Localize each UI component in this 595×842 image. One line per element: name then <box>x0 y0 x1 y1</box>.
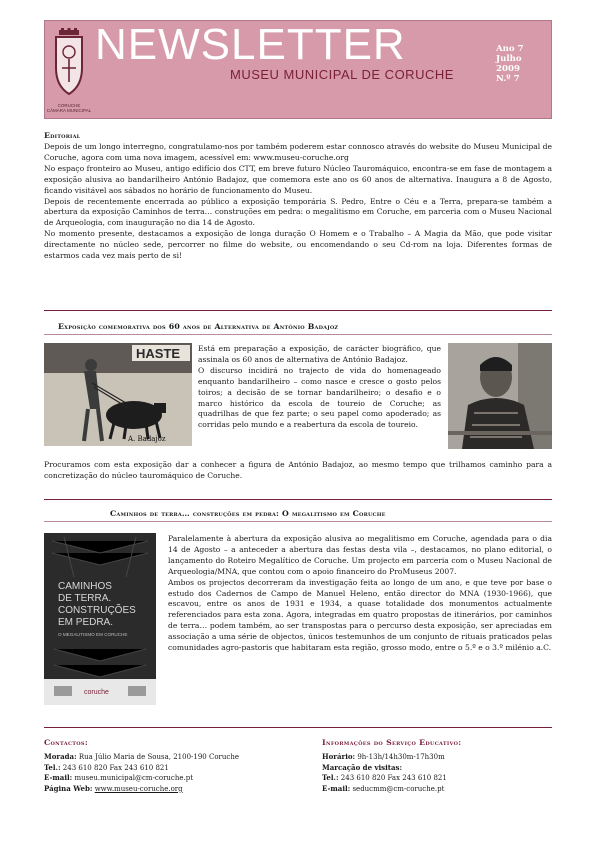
editorial-paragraph: Depois de um longo interregno, congratulamo-nos por também poderem estar connosco através do website do Museu Municipal de Coruche, agora com uma nova imagem, acessível em: www.museu-coruche.org <box>44 142 552 162</box>
edu-booking: Marcação de visitas: <box>322 762 403 772</box>
cover-logo: coruche <box>84 689 109 696</box>
website-link[interactable]: www.museu-coruche.org <box>94 784 183 793</box>
editorial-paragraph: No espaço fronteiro ao Museu, antigo edifício dos CTT, em breve futuro Núcleo Tauromáquico, encontra-se em fase de montagem a exposição alusiva ao bandarilheiro António Badajoz, que comemora este ano os 60 anos de alternativa. Inaugura a 8 de Agosto, ficando visitável aos sábados no horário de funcionamento do Museu. <box>44 163 552 195</box>
bullring-sign: HASTE <box>136 346 181 361</box>
portrait-image-icon <box>448 343 552 449</box>
seal-caption: CORUCHE CÂMARA MUNICIPAL <box>46 103 92 113</box>
roteiro-cover <box>44 533 156 705</box>
article1-paragraph: Está em preparação a exposição, de carácter biográfico, que assinala os 60 anos de alternativa de António Badajoz. <box>198 344 441 364</box>
section-divider <box>44 499 552 500</box>
section-divider <box>44 334 552 335</box>
issue-date-year: 2009 <box>496 64 520 74</box>
editorial-heading: Editorial <box>44 131 81 140</box>
contact-email: E-mail: museu.municipal@cm-coruche.pt <box>44 773 194 783</box>
edu-hours: Horário: 9h-13h/14h30m-17h30m <box>322 752 445 761</box>
issue-info <box>496 44 542 84</box>
svg-text:EM PEDRA.: EM PEDRA. <box>58 617 114 628</box>
article1-body-bottom <box>44 460 552 482</box>
issue-year: Ano 7 <box>496 44 524 54</box>
municipal-seal-icon <box>52 28 86 102</box>
portrait-photo <box>448 343 552 449</box>
bullfight-photo <box>44 343 192 446</box>
contact-address: Morada: Rua Júlio Maria de Sousa, 2100-190 Coruche <box>44 752 239 761</box>
article1-heading: Exposição comemorativa dos 60 anos de Alternativa de António Badajoz <box>58 322 339 331</box>
svg-text:CAMINHOS: CAMINHOS <box>58 581 112 592</box>
article2-paragraph: Ambos os projectos decorreram da investigação feita ao longo de um ano, e que teve por base o estudo dos Cadernos de Campo de Manuel Heleno, então director do MNA (1930-1966), que escavou, entre os anos de 1931 e 1934, a quase totalidade dos monumentos actualmente referenciados para esta zona. Agora, integradas em quatro propostas de itinerários, por caminhos de terra… podem também, ao ser transpostas para o percurso desta exposição, ser apreciadas em associação a uma série de objectos, únicos testemunhos de um conjunto de rituais praticados pelas comunidades agro-pastoris que habitaram esta região, grosso modo, entre o 5.º e o 3.º milénio a.C. <box>168 577 552 653</box>
issue-number: N.º 7 <box>496 74 520 84</box>
bullfight-image-icon <box>44 343 192 446</box>
svg-text:O MEGALITISMO EM CORUCHE: O MEGALITISMO EM CORUCHE <box>58 632 128 637</box>
svg-text:DE TERRA.: DE TERRA. <box>58 593 112 604</box>
museum-name: MUSEU MUNICIPAL DE CORUCHE <box>230 67 454 82</box>
article1-paragraph: Procuramos com esta exposição dar a conhecer a figura de António Badajoz, ao mesmo tempo que trilhamos caminho para a concretização do núcleo tauromáquico de Coruche. <box>44 460 552 480</box>
newsletter-title: NEWSLETTER <box>95 20 406 69</box>
section-divider <box>44 310 552 311</box>
contacts-list <box>44 752 239 794</box>
article2-body <box>168 534 552 654</box>
contact-website: Página Web: www.museu-coruche.org <box>44 783 183 793</box>
photo-caption: A. Badajoz <box>128 435 166 443</box>
svg-text:CONSTRUÇÕES: CONSTRUÇÕES <box>58 605 136 616</box>
book-cover-image-icon <box>44 533 156 705</box>
edu-phone: Tel.: 243 610 820 Fax 243 610 821 <box>322 773 447 783</box>
contact-phone: Tel.: 243 610 820 Fax 243 610 821 <box>44 762 169 772</box>
edu-email: E-mail: seducmm@cm-coruche.pt <box>322 783 445 793</box>
article2-heading: Caminhos de terra… construções em pedra: O megalitismo em Coruche <box>110 509 386 518</box>
issue-month: Julho <box>496 54 522 64</box>
editorial-paragraph: Depois de recentemente encerrada ao público a exposição temporária S. Pedro, Entre o Céu e a Terra, prepara-se também a abertura da exposição Caminhos de terra… construções em pedra: o megalitismo em Coruche, em parceria com o Museu Nacional de Arqueologia, com inauguração no dia 14 de Agosto. <box>44 196 552 228</box>
footer-divider <box>44 727 552 728</box>
editorial-paragraph: No momento presente, destacamos a exposição de longa duração O Homem e o Trabalho – A Magia da Mão, que pode visitar directamente no núcleo sede, percorrer no filme do website, ou encomendando o seu Cd-rom na loja. Diferentes formas de estarmos cada vez mais perto de si! <box>44 229 552 261</box>
edu-heading: Informações do Serviço Educativo: <box>322 738 462 747</box>
article1-paragraph: O discurso incidirá no trajecto de vida do homenageado enquanto bandarilheiro – como nasce e cresce o gosto pelos toiros; a decisão de se tornar bandarilheiro; o desafio e o marco histórico da escola de toureio de Coruche; as quadrilhas de que fez parte; o seu papel como apoderado; as corridas pelo mundo e a reabertura da escola de toureio. <box>198 365 441 430</box>
editorial-body <box>44 142 552 262</box>
article2-paragraph: Paralelamente à abertura da exposição alusiva ao megalitismo em Coruche, agendada para o dia 14 de Agosto – a anteceder a abertura das festas desta vila –, destacamos, no plano editorial, o lançamento do Roteiro Megalítico de Coruche. Um projecto em parceria com o Museu Nacional de Arqueologia/MNA, que contou com o apoio financeiro do ProMuseus 2007. <box>168 534 552 576</box>
edu-list <box>322 752 447 794</box>
contacts-heading: Contactos: <box>44 738 89 747</box>
article1-body-right <box>198 344 441 431</box>
section-divider <box>44 521 552 522</box>
